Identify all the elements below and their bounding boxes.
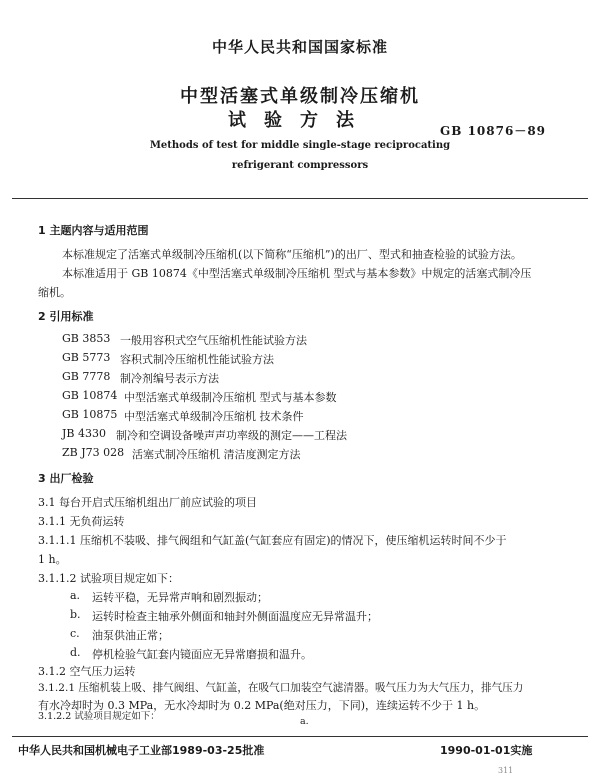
section-1-heading: 1 主题内容与适用范围 <box>38 224 149 237</box>
clause-3-1-1-1b: 1 h。 <box>38 553 67 566</box>
section-2-heading: 2 引用标准 <box>38 310 94 323</box>
top-divider <box>12 198 588 199</box>
ref-code: ZB J73 028 <box>62 446 125 459</box>
ref-code: GB 7778 <box>62 370 111 383</box>
list-marker: c. <box>70 627 80 640</box>
clause-3-1-2-1b: 有水冷却时为 0.3 MPa，无水冷却时为 0.2 MPa(绝对压力，下同)，连续运转不少于 1 h。 <box>38 699 486 712</box>
ref-code: GB 5773 <box>62 351 111 364</box>
english-title-line-2: refrigerant compressors <box>231 160 369 171</box>
ref-code: GB 3853 <box>62 332 111 345</box>
ref-code: GB 10875 <box>62 408 118 421</box>
issuing-agency: 中华人民共和国国家标准 <box>211 38 388 56</box>
list-item: 油泵供油正常； <box>92 629 169 642</box>
section-1-paragraph-1: 本标准规定了活塞式单级制冷压缩机(以下简称“压缩机”)的出厂、型式和抽查检验的试验方法。 <box>62 248 522 261</box>
section-3-heading: 3 出厂检验 <box>38 472 94 485</box>
ref-title: 容积式制冷压缩机性能试验方法 <box>120 353 274 366</box>
list-marker: a. <box>300 716 309 727</box>
clause-3-1-2-2: 3.1.2.2 试验项目规定如下： <box>38 711 160 722</box>
title-line-2: 试验方法 <box>228 110 372 131</box>
section-1-paragraph-2a: 本标准适用于 GB 10874《中型活塞式单级制冷压缩机 型式与基本参数》中规定的活塞式制冷压 <box>62 267 532 280</box>
ref-code: GB 10874 <box>62 389 118 402</box>
list-item: 停机检验气缸套内镜面应无异常磨损和温升。 <box>92 648 312 661</box>
clause-3-1-1-1a: 3.1.1.1 压缩机不装吸、排气阀组和气缸盖(气缸套应有固定)的情况下，使压缩机运转时间不少于 <box>38 534 507 547</box>
section-1-paragraph-2b: 缩机。 <box>38 286 71 299</box>
clause-3-1: 3.1 每台开启式压缩机组出厂前应试验的项目 <box>38 496 257 509</box>
list-marker: a. <box>70 589 81 602</box>
clause-3-1-1-2: 3.1.1.2 试验项目规定如下： <box>38 572 179 585</box>
ref-title: 中型活塞式单级制冷压缩机 型式与基本参数 <box>124 391 337 404</box>
ref-title: 中型活塞式单级制冷压缩机 技术条件 <box>124 410 304 423</box>
clause-3-1-2-1a: 3.1.2.1 压缩机装上吸、排气阀组、气缸盖，在吸气口加装空气滤清器。吸气压力为大气压力，排气压力 <box>38 682 524 694</box>
english-title-line-1: Methods of test for middle single-stage reciprocating <box>149 140 451 151</box>
ref-title: 制冷剂编号表示方法 <box>120 372 219 385</box>
list-item: 运转时检查主轴承外侧面和轴封外侧面温度应无异常温升； <box>92 610 378 623</box>
clause-3-1-2: 3.1.2 空气压力运转 <box>38 665 136 678</box>
bottom-divider <box>12 736 588 737</box>
clause-3-1-1: 3.1.1 无负荷运转 <box>38 515 125 528</box>
ref-title: 活塞式制冷压缩机 清洁度测定方法 <box>132 448 301 461</box>
list-marker: b. <box>70 608 81 621</box>
standard-code: GB 10876－89 <box>440 124 547 138</box>
implementation-date: 1990-01-01实施 <box>440 744 533 757</box>
page-number: 311 <box>498 766 514 775</box>
list-item: 运转平稳，无异常声响和剧烈振动； <box>92 591 268 604</box>
ref-code: JB 4330 <box>62 427 106 440</box>
ref-title: 制冷和空调设备噪声声功率级的测定——工程法 <box>116 429 347 442</box>
title-line-1: 中型活塞式单级制冷压缩机 <box>180 86 420 107</box>
ref-title: 一般用容积式空气压缩机性能试验方法 <box>120 334 307 347</box>
approval-line: 中华人民共和国机械电子工业部1989-03-25批准 <box>18 744 265 757</box>
list-marker: d. <box>70 646 81 659</box>
